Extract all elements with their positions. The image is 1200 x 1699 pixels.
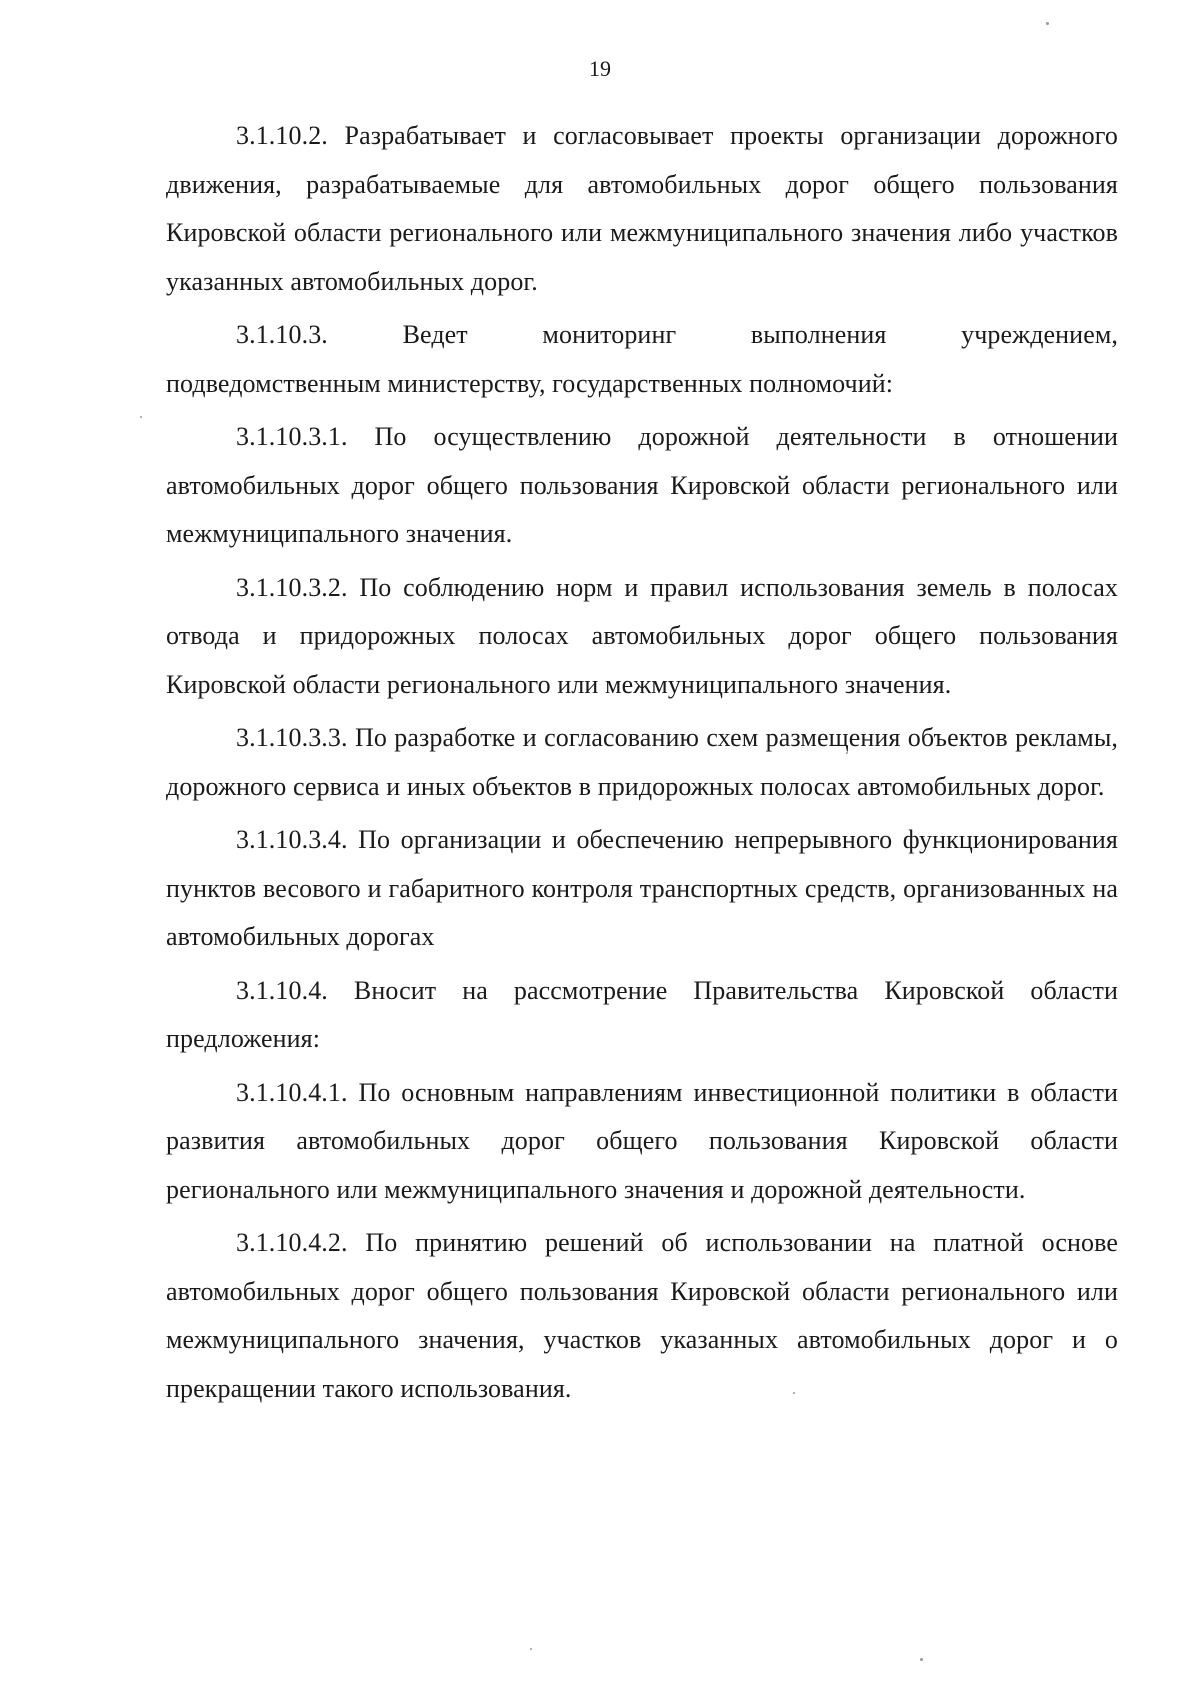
paragraph-3-1-10-4-2: 3.1.10.4.2. По принятию решений об использовании на платной основе автомобильных дорог общего пользования Кировской области регионального или межмуниципального значения, участков указанных автомобильных дорог и о прекращении такого использования.: [166, 1228, 1118, 1403]
paragraph-3-1-10-3-line1: 3.1.10.3. Ведет мониторинг выполнения учреждением,: [236, 320, 1118, 349]
paragraph-3-1-10-3: [166, 311, 1118, 408]
scan-speck: [793, 1392, 795, 1394]
paragraph-3-1-10-3-2: 3.1.10.3.2. По соблюдению норм и правил использования земель в полосах отвода и придорожных полосах автомобильных дорог общего пользования Кировской области регионального или межмуниципального значения.: [166, 572, 1118, 699]
paragraph-3-1-10-3-3: 3.1.10.3.3. По разработке и согласованию схем размещения объектов рекламы, дорожного сервиса и иных объектов в придорожных полосах автомобильных дорог.: [166, 723, 1118, 801]
scan-speck: [1046, 22, 1049, 25]
scan-speck: [846, 752, 848, 754]
document-body: [166, 112, 1118, 1418]
scan-speck: [140, 416, 142, 418]
page-number: 19: [589, 56, 611, 81]
scan-speck: [920, 1658, 923, 1661]
paragraph-3-1-10-3-line2: подведомственным министерству, государственных полномочий:: [166, 368, 894, 398]
paragraph-3-1-10-3-4: 3.1.10.3.4. По организации и обеспечению непрерывного функционирования пунктов весового и габаритного контроля транспортных средств, организованных на автомобильных дорогах: [166, 825, 1118, 951]
paragraph-3-1-10-2: 3.1.10.2. Разрабатывает и согласовывает проекты организации дорожного движения, разрабатываемые для автомобильных дорог общего пользования Кировской области регионального или межмуниципального значения либо участков указанных автомобильных дорог.: [166, 121, 1118, 296]
scan-speck: [530, 1648, 532, 1650]
paragraph-3-1-10-4: 3.1.10.4. Вносит на рассмотрение Правительства Кировской области предложения:: [166, 975, 1118, 1053]
paragraph-3-1-10-3-1: 3.1.10.3.1. По осуществлению дорожной деятельности в отношении автомобильных дорог общего пользования Кировской области регионального или межмуниципального значения.: [166, 422, 1118, 548]
paragraph-3-1-10-4-1: 3.1.10.4.1. По основным направлениям инвестиционной политики в области развития автомобильных дорог общего пользования Кировской области регионального или межмуниципального значения и дорожной деятельности.: [166, 1077, 1118, 1204]
